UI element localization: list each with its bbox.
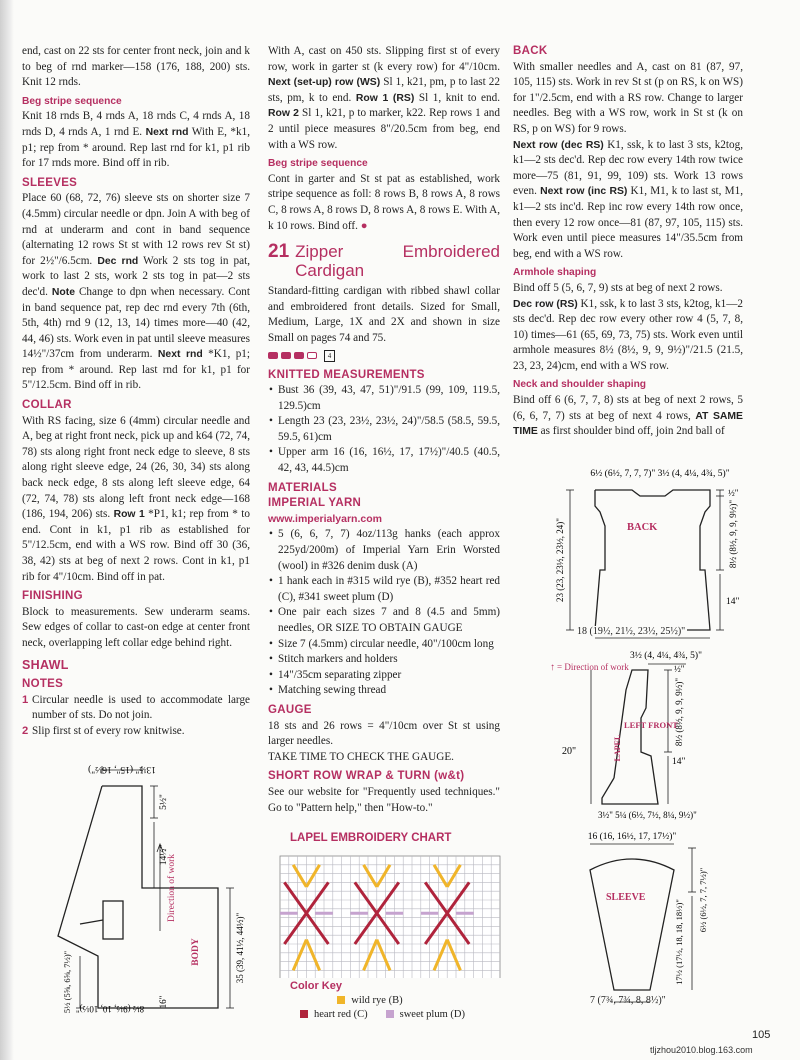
front-lapel-label: LAPEL: [613, 734, 622, 762]
key-wild-rye: wild rye (B): [337, 995, 402, 1006]
back-armhole-dim: 8½ (8½, 9, 9, 9½)": [728, 499, 738, 569]
armhole-heading: Armhole shaping: [513, 267, 597, 279]
wild-rye-swatch-icon: [337, 996, 345, 1004]
notes-list: [22, 693, 250, 740]
back-heading: BACK: [513, 45, 548, 57]
key-sweet-plum: sweet plum (D): [386, 1009, 465, 1020]
column-1: [22, 44, 250, 740]
sleeves-text: Place 60 (68, 72, 76) sleeve sts on shorter size 7 (4.5mm) circular needle or dpn. Join A with beg of rnd at underarm and cont in band sequence (alternating 12 rows St st with 12 rows rev St st) for 2½"/6.5cm. Dec rnd Work 2 sts tog in pat, work to last 2 sts, work 2 sts tog in pat—2 sts dec'd. Note Change to dpn when necessary. Cont in band sequence pat, rep dec rnd every 7th (6th, 5th, 4th) rnd 9 (12, 13, 14) times more—40 (42, 44, 46) sts. Work even in pat until sleeve measures 14½"/37cm from underarm. Next rnd *K1, p1; rep from * around. Rep last rnd for k1, p1 for 5"/12.5cm. Bind off in rib.: [22, 192, 250, 392]
back-length-dim: 23 (23, 23½, 23½, 24)": [555, 518, 565, 602]
shawl-stripe-text: Cont in garter and St st pat as established, work stripe sequence as foll: 8 rows B, 8 rows A, 8 rows C, 8 rows A, 8 rows D, 8 rows A, 8 rows E. With A, k 10 rows. Bind off. ●: [268, 172, 500, 232]
project-description: Standard-fitting cardigan with ribbed shawl collar and embroidered front details. Sized for Small, Medium, Large, 1X and 2X and shown in size Small on pages 74 and 75.: [268, 285, 500, 344]
chart-title: LAPEL EMBROIDERY CHART: [290, 832, 452, 844]
shawl-body-label: BODY: [191, 938, 201, 966]
wrap-turn-heading: SHORT ROW WRAP & TURN (w&t): [268, 770, 465, 783]
page-number: 105: [752, 1029, 771, 1041]
list-item: • 14"/35cm separating zipper: [278, 668, 500, 684]
knitted-measurements-heading: KNITTED MEASUREMENTS: [268, 368, 425, 381]
front-half-dim: ½": [674, 664, 685, 674]
note-item: 2 Slip first st of every row knitwise.: [22, 724, 185, 737]
sleeve-cap-dim: 6½ (6½, 7, 7, 7½)": [698, 867, 708, 933]
footer-watermark: tljzhou2010.blog.163.com: [650, 1045, 753, 1055]
list-item: • Size 7 (4.5mm) circular needle, 40"/100cm long: [278, 637, 500, 653]
shawl-schematic: [40, 756, 260, 1016]
shawl-right-dim: 35 (39, 41½, 44½)": [235, 912, 245, 984]
note-item: 1 Circular needle is used to accommodate large number of sts. Do not join.: [22, 693, 250, 722]
collar-text: With RS facing, size 6 (4mm) circular needle and A, beg at right front neck, pick up and k64 (72, 74, 78) sts along right front neck edge to sleeve, 8 sts along right sleeve edge, 24 (26, 30, 34) sts along back neck edge, 8 sts along left sleeve edge, 64 (72, 74, 78) sts along left front neck edge—168 (186, 194, 206) sts. Row 1 *P1, k1; rep from * to end. Cont in k1, p1 rib as established for 5"/12.5cm, end with a WS row. Bind off 30 (36, 38, 42) sts at beg of next 2 rows. Cont in k1, p1 rib for 4"/10cm. Bind off in pat.: [22, 414, 250, 583]
project-name: Zipper Embroidered Cardigan: [295, 242, 500, 281]
beg-stripe-text: Knit 18 rnds B, 4 rnds A, 18 rnds C, 4 rnds A, 18 rnds D, 4 rnds A, 1 rnd E. Next rnd With E, *k1, p1; rep from * around. Rep last rnd for k1, p1 rib for 17 rnds more. Bind off in rib.: [22, 110, 250, 170]
page-spine: [0, 0, 14, 1060]
gauge-text: 18 sts and 26 rows = 4"/10cm over St st using larger needles.: [268, 719, 500, 748]
left-front-schematic: [536, 648, 746, 824]
back-bottom-dim: 18 (19½, 21½, 23½, 25½)": [577, 626, 686, 637]
list-item: • Bust 36 (39, 43, 47, 51)"/91.5 (99, 109, 119.5, 129.5)cm: [278, 383, 500, 414]
neck-heading: Neck and shoulder shaping: [513, 379, 647, 391]
skill-dot-icon: [268, 352, 278, 359]
finishing-heading: FINISHING: [22, 590, 83, 603]
notes-heading: NOTES: [22, 678, 64, 691]
shawl-dim-1: 5½": [159, 794, 169, 810]
key-heart-red: heart red (C): [300, 1009, 368, 1020]
front-bottom-dim: 3½" 5¼ (6½, 7½, 8¼, 9½)": [598, 810, 697, 820]
beg-stripe-heading: Beg stripe sequence: [22, 95, 122, 107]
column-3: [513, 44, 743, 440]
shawl-instructions: With A, cast on 450 sts. Slipping first st of every row, work in garter st (k every row) for 4"/10cm. Next (set-up) row (WS) Sl 1, k21, pm, p to last 22 sts, pm, k to end. Row 1 (RS) Sl 1, knit to end. Row 2 Sl 1, k21, p to marker, k22. Rep rows 1 and 2 until piece measures 8"/20.5cm from beg, end with a WS row.: [268, 45, 500, 151]
front-top-dim: 3½ (4, 4¼, 4¾, 5)": [630, 651, 702, 661]
gauge-heading: GAUGE: [268, 703, 312, 716]
materials-list: [268, 527, 500, 699]
back-top-dim: 6½ (6½, 7, 7, 7)" 3½ (4, 4¼, 4¾, 5)": [590, 469, 730, 479]
sweet-plum-swatch-icon: [386, 1010, 394, 1018]
col1-intro: end, cast on 22 sts for center front neck, join and k to beg of rnd marker—158 (176, 188, 200) sts. Knit 12 rnds.: [22, 45, 250, 89]
front-direction: ↑: [550, 662, 555, 673]
column-2: [268, 44, 500, 816]
materials-heading: MATERIALS: [268, 481, 337, 494]
shawl-top-dim: 13½" (15", 16½"): [88, 764, 156, 774]
shawl-stripe-heading: Beg stripe sequence: [268, 158, 368, 170]
shawl-direction: Direction of work: [167, 853, 177, 923]
sleeve-schematic: [566, 830, 746, 1010]
back-schematic: [550, 466, 750, 642]
list-item: • 1 hank each in #315 wild rye (B), #352 heart red (C), #341 sweet plum (D): [278, 574, 500, 605]
sleeve-label: SLEEVE: [606, 892, 646, 903]
list-item: • One pair each sizes 7 and 8 (4.5 and 5mm) needles, OR SIZE TO OBTAIN GAUGE: [278, 605, 500, 636]
skill-dot-icon: [281, 352, 291, 359]
finishing-text: Block to measurements. Sew underarm seams. Sew edges of collar to cast-on edge at center front neck, overlapping left collar edge behind right.: [22, 605, 250, 649]
yarn-weight-icon: 4: [324, 350, 335, 362]
front-armhole-dim: 8½ (8½, 9, 9, 9½)": [674, 677, 684, 747]
color-key: [290, 980, 465, 1020]
collar-heading: COLLAR: [22, 399, 72, 412]
color-key-heading: Color Key: [290, 980, 342, 992]
armhole-text: Bind off 5 (5, 6, 7, 9) sts at beg of next 2 rows. Dec row (RS) K1, ssk, k to last 3 sts, k2tog, k1—2 sts dec'd. Rep dec row every other row 4 (5, 7, 8, 10) times—61 (65, 69, 73, 75) sts. Work even until armhole measures 8½ (8½, 9, 9, 9½)"/21.5 (21.5, 23, 23, 24)cm, end with a WS row.: [513, 281, 743, 372]
list-item: • Length 23 (23, 23½, 23½, 24)"/58.5 (58.5, 59.5, 59.5, 61)cm: [278, 414, 500, 445]
list-item: • Stitch markers and holders: [278, 652, 500, 668]
shawl-left-dim: 5½ (5⅝, 6⅝, 7½)": [62, 950, 72, 1014]
front-side-dim: 14": [672, 757, 686, 767]
back-side-dim: 14": [726, 597, 740, 607]
sleeve-length-dim: 17½ (17½, 18, 18, 18½)": [674, 899, 684, 985]
heart-red-swatch-icon: [300, 1010, 308, 1018]
front-direction-label: = Direction of work: [557, 662, 629, 672]
sleeve-top-dim: 16 (16, 16½, 17, 17½)": [587, 832, 677, 842]
back-text: With smaller needles and A, cast on 81 (87, 97, 105, 115) sts. Work in rev St st (p on RS, k on WS) for 1"/2.5cm, end with a RS row. Change to larger needles. Beg with a WS row, work in St st (k on RS, p on WS) for 9 rows. Next row (dec RS) K1, ssk, k to last 3 sts, k2tog, k1—2 sts dec'd. Rep dec row every 14th row twice more—75 (81, 91, 99, 109) sts. Work 13 rows even. Next row (inc RS) K1, M1, k to last st, M1, k1—2 sts inc'd. Rep inc row every 14th row once, then every 12 row once—81 (87, 97, 105, 115) sts. Work even until piece measures 14"/35.5cm from beg, end with a WS row.: [513, 60, 743, 260]
yarn-url[interactable]: www.imperialyarn.com: [268, 512, 382, 525]
front-label: LEFT FRONT: [624, 720, 678, 730]
back-half-dim: ½": [728, 488, 739, 498]
list-item: • Matching sewing thread: [278, 683, 500, 699]
skill-dot-icon: [294, 352, 304, 359]
list-item: • Upper arm 16 (16, 16½, 17, 17½)"/40.5 (40.5, 42, 43, 44.5)cm: [278, 445, 500, 476]
knitted-measurements-list: [268, 383, 500, 477]
sleeve-bottom-dim: 7 (7¾, 7¾, 8, 8½)": [590, 995, 666, 1006]
wrap-turn-text: See our website for "Frequently used techniques." Go to "Pattern help," then "How-to.": [268, 785, 500, 814]
back-label: BACK: [627, 522, 658, 533]
shawl-bottom-16: 16": [158, 995, 168, 1009]
yarn-brand: IMPERIAL YARN: [268, 497, 362, 510]
neck-text: Bind off 6 (6, 7, 7, 8) sts at beg of next 2 rows, 5 (6, 6, 7, 7) sts at beg of next 4 rows, AT SAME TIME as first shoulder bind off, join 2nd ball of: [513, 394, 743, 438]
shawl-heading: SHAWL: [22, 657, 69, 672]
front-length-dim: 20": [562, 746, 577, 757]
list-item: • 5 (6, 6, 7, 7) 4oz/113g hanks (each approx 225yd/200m) of Imperial Yarn Erin Worsted (wool) in #326 denim dusk (A): [278, 527, 500, 574]
project-title: [268, 242, 500, 280]
skill-dot-empty-icon: [307, 352, 317, 359]
sleeves-heading: SLEEVES: [22, 176, 78, 189]
gauge-check: TAKE TIME TO CHECK THE GAUGE.: [268, 750, 454, 763]
project-number: 21: [268, 241, 290, 263]
shawl-dim-2: 14½": [159, 844, 169, 866]
lapel-embroidery-chart: [272, 852, 508, 978]
skill-level: [268, 350, 500, 362]
shawl-bottom-dim: 8½ (9½, 10, 10½)": [75, 1004, 145, 1014]
